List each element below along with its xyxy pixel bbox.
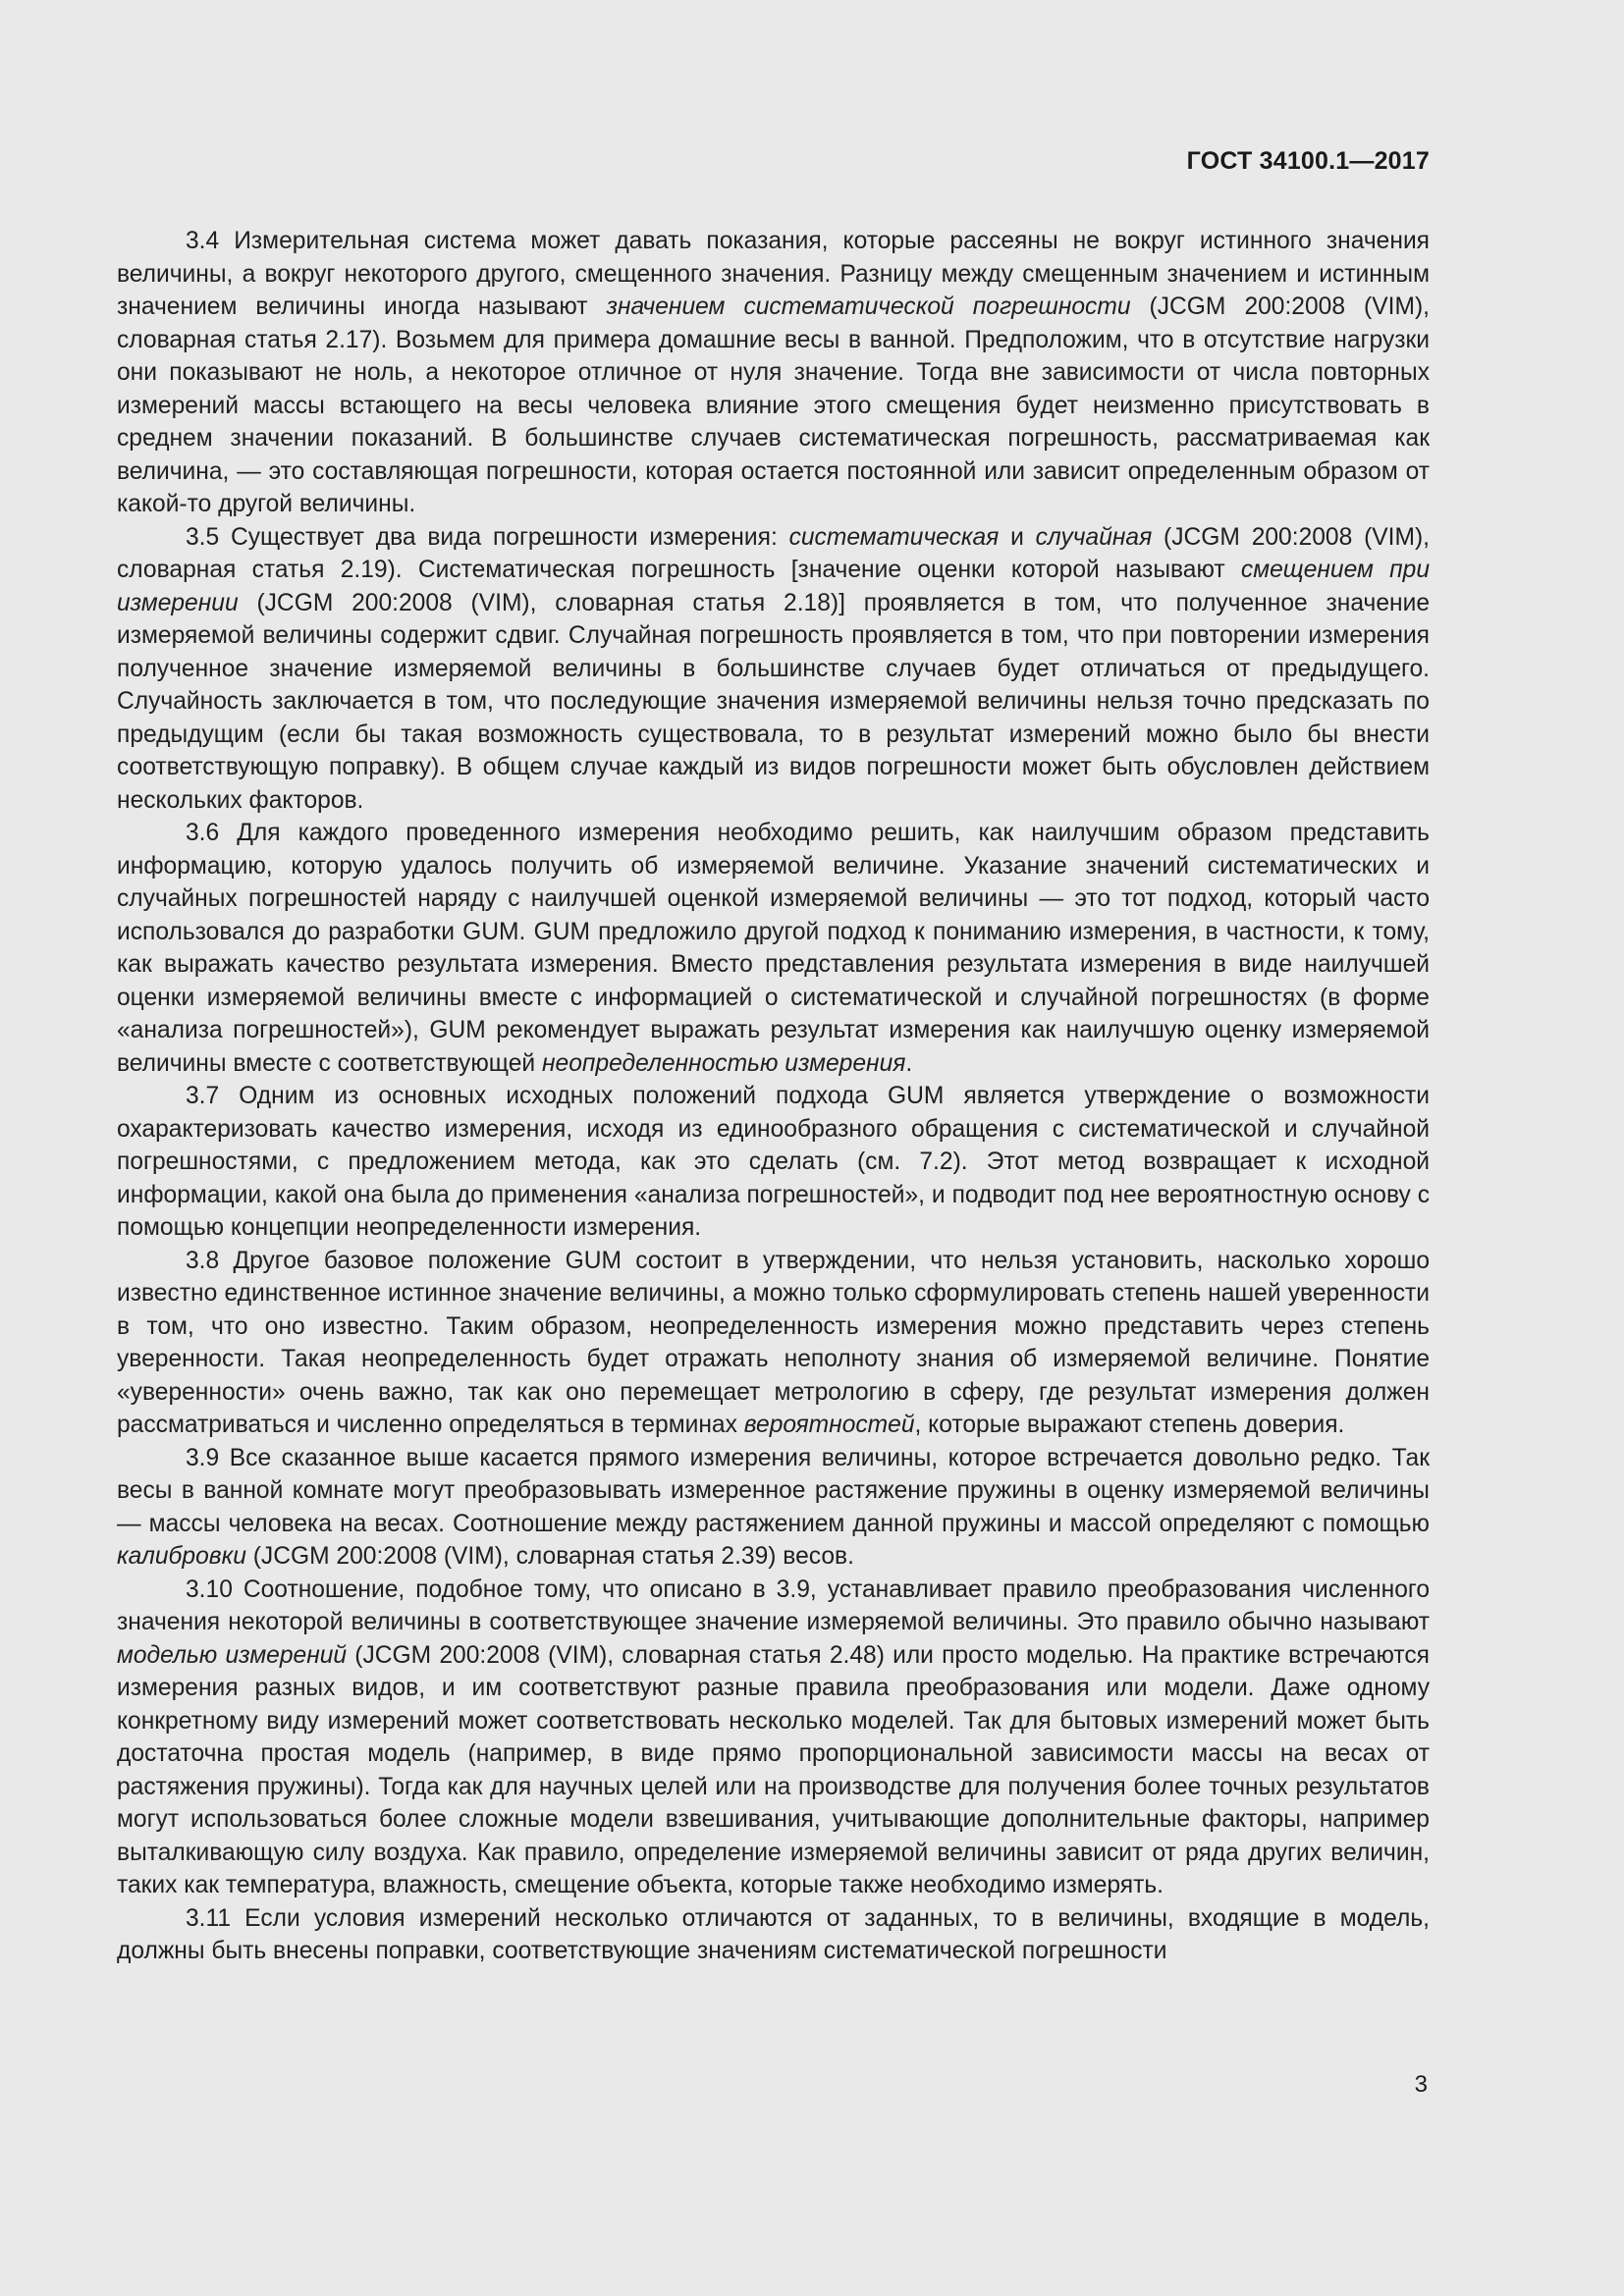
- clause-text: Для каждого проведенного измерения необходимо решить, как наилучшим образом представить информацию, которую удалось получить об измеряемой величине. Указание значений систематических и случайных погрешностей наряду с наилучшей оценкой измеряемой величины — это тот подход, который часто использовался до разработки GUM. GUM предложило другой подход к пониманию измерения, в частности, к тому, как выражать качество результата измерения. Вместо представления результата измерения в виде наилучшей оценки измеряемой величины вместе с информацией о систематической и случайной погрешностях (в форме «анализа погрешностей»), GUM рекомендует выражать результат измерения как наилучшую оценку измеряемой величины вместе с соответствующей: [117, 820, 1430, 1077]
- clause-number: 3.9: [186, 1444, 220, 1471]
- clause-text: Соотношение, подобное тому, что описано в 3.9, устанавливает правило преобразования численного значения некоторой величины в соответствующее значение измеряемой величины. Это правило обычно называют: [117, 1575, 1430, 1635]
- clause-text: (JCGM 200:2008 (VIM), словарная статья 2.17). Возьмем для примера домашние весы в ванной. Предположим, что в отсутствие нагрузки они показывают не ноль, а некоторое отличное от нуля значение. Тогда вне зависимости от числа повторных измерений массы встающего на весы человека влияние этого смещения будет неизменно присутствовать в среднем значении показаний. В большинстве случаев систематическая погрешность, рассматриваемая как величина, — это составляющая погрешности, которая остается постоянной или зависит определенным образом от какой-то другой величины.: [117, 294, 1430, 517]
- clause-text: Если условия измерений несколько отличаются от заданных, то в величины, входящие в модель, должны быть внесены поправки, соответствующие значениям систематической погрешности: [117, 1904, 1430, 1964]
- term-italic: калибровки: [117, 1543, 246, 1570]
- clause-text: Измерительная система может давать показания, которые рассеяны не вокруг истинного значения величины, а вокруг некоторого другого, смещенного значения. Разницу между смещенным значением и истинным значением величины иногда называют: [117, 228, 1430, 320]
- clause-3-11: [117, 1902, 1430, 1968]
- term-italic: моделью измерений: [117, 1641, 348, 1669]
- clause-text: , которые выражают степень доверия.: [914, 1412, 1345, 1438]
- clause-text: Одним из основных исходных положений подхода GUM является утверждение о возможности охарактеризовать качество измерения, исходя из единообразного обращения с систематической и случайной погрешностями, с предложением метода, как это сделать (см. 7.2). Этот метод возвращает к исходной информации, какой она была до применения «анализа погрешностей», и подводит под нее вероятностную основу с помощью концепции неопределенности измерения.: [117, 1083, 1430, 1241]
- term-italic: значением систематической погрешности: [606, 294, 1131, 320]
- clause-text: Все сказанное выше касается прямого измерения величины, которое встречается довольно редко. Так весы в ванной комнате могут преобразовывать измеренное растяжение пружины в оценку измеряемой величины — массы человека на весах. Соотношение между растяжением данной пружины и массой определяют с помощью: [117, 1444, 1430, 1537]
- term-italic: случайная: [1035, 523, 1153, 551]
- clause-text: Существует два вида погрешности измерения:: [219, 523, 789, 551]
- clause-3-9: [117, 1442, 1430, 1574]
- clause-3-4: [117, 225, 1430, 521]
- clause-3-8: [117, 1245, 1430, 1442]
- clause-number: 3.4: [186, 228, 220, 254]
- clause-text: (JCGM 200:2008 (VIM), словарная статья 2.18)] проявляется в том, что полученное значение измеряемой величины содержит сдвиг. Случайная погрешность проявляется в том, что при повторении измерения полученное значение измеряемой величины в большинстве случаев будет отличаться от предыдущего. Случайность заключается в том, что последующие значения измеряемой величины нельзя точно предсказать по предыдущим (если бы такая возможность существовала, то в результат измерений можно было бы внести соответствующую поправку). В общем случае каждый из видов погрешности может быть обусловлен действием нескольких факторов.: [117, 589, 1430, 814]
- clause-3-5: [117, 521, 1430, 818]
- term-italic: вероятностей: [743, 1412, 915, 1438]
- clause-text: Другое базовое положение GUM состоит в утверждении, что нельзя установить, насколько хорошо известно единственное истинное значение величины, а можно только сформулировать степень нашей уверенности в том, что оно известно. Таким образом, неопределенность измерения можно представить через степень уверенности. Такая неопределенность будет отражать неполноту знания об измеряемой величине. Понятие «уверенности» очень важно, так как оно перемещает метрологию в сферу, где результат измерения должен рассматриваться и численно определяться в терминах: [117, 1247, 1430, 1438]
- clause-number: 3.11: [186, 1904, 232, 1932]
- clause-text: (JCGM 200:2008 (VIM), словарная статья 2.39) весов.: [245, 1543, 854, 1570]
- clause-text: (JCGM 200:2008 (VIM), словарная статья 2.19). Систематическая погрешность [значение оценки которой называют: [117, 523, 1431, 583]
- term-italic: смещением при измерении: [117, 557, 1431, 616]
- document-designation: ГОСТ 34100.1—2017: [1186, 147, 1430, 175]
- clause-text: и: [999, 523, 1036, 551]
- clause-number: 3.5: [186, 523, 220, 551]
- clause-3-7: [117, 1080, 1430, 1245]
- term-italic: систематическая: [788, 523, 1000, 551]
- clause-number: 3.7: [186, 1083, 220, 1109]
- clause-number: 3.10: [186, 1575, 233, 1603]
- clause-number: 3.6: [186, 820, 220, 846]
- clause-3-6: [117, 817, 1430, 1080]
- body-text: [117, 225, 1430, 1968]
- clause-text: .: [905, 1049, 913, 1077]
- clause-number: 3.8: [186, 1247, 220, 1274]
- clause-text: (JCGM 200:2008 (VIM), словарная статья 2.48) или просто моделью. На практике встречаются измерения разных видов, и им соответствуют разные правила преобразования или модели. Даже одному конкретному виду измерений может соответствовать несколько моделей. Так для бытовых измерений может быть достаточна простая модель (например, в виде прямо пропорциональной зависимости массы на весах от растяжения пружины). Тогда как для научных целей или на производстве для получения более точных результатов могут использоваться более сложные модели взвешивания, учитывающие дополнительные факторы, например выталкивающую силу воздуха. Как правило, определение измеряемой величины зависит от ряда других величин, таких как температура, влажность, смещение объекта, которые также необходимо измерять.: [117, 1641, 1430, 1898]
- clause-3-10: [117, 1574, 1430, 1902]
- page-number: 3: [1414, 2071, 1428, 2098]
- term-italic: неопределенностью измерения: [542, 1049, 906, 1077]
